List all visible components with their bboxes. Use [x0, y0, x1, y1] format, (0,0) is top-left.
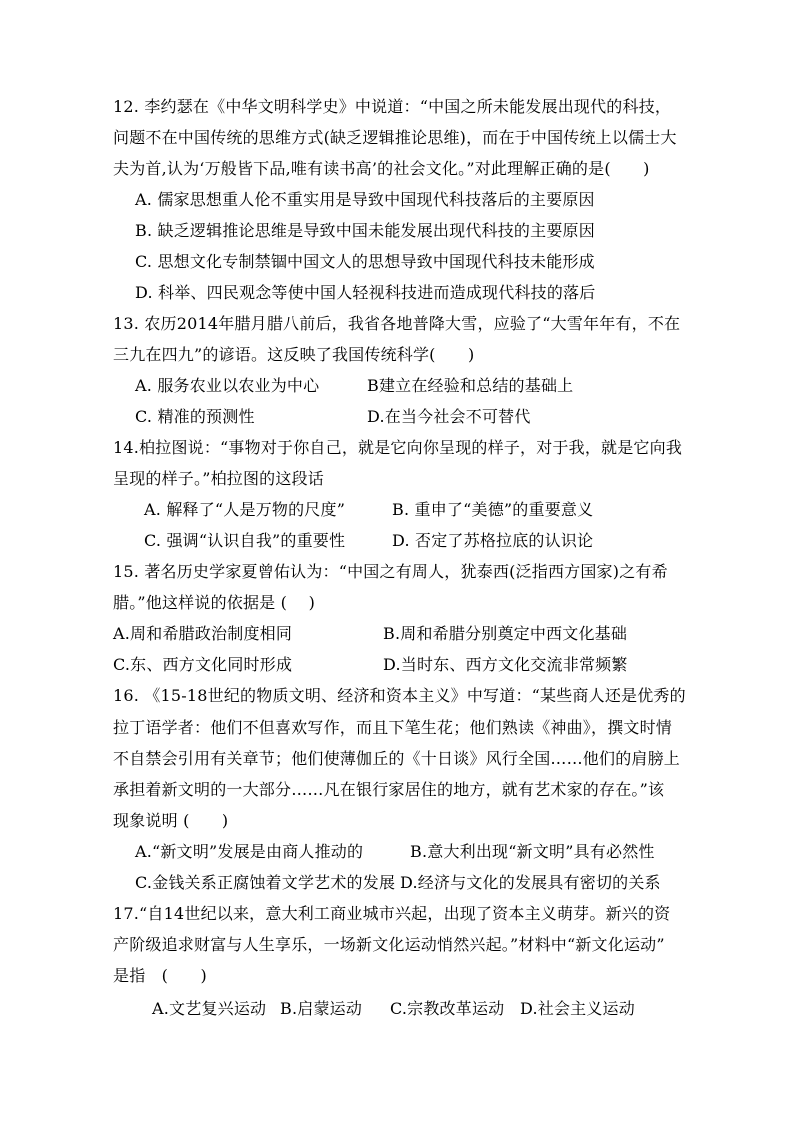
question-16-line-2: 拉丁语学者：他们不但喜欢写作，而且下笔生花；他们熟读《神曲》，撰文时情: [113, 718, 673, 737]
question-17-line-2: 产阶级追求财富与人生享乐，一场新文化运动悄然兴起。”材料中“新文化运动”: [113, 935, 665, 954]
question-13-option-c: C. 精准的预测性: [135, 407, 255, 426]
question-14-line-2: 呈现的样子。”柏拉图的这段话: [113, 469, 324, 488]
question-13-option-d: D.在当今社会不可替代: [367, 407, 531, 426]
question-15-line-1: 15. 著名历史学家夏曾佑认为：“中国之有周人，犹泰西(泛指西方国家)之有希: [113, 562, 668, 581]
question-15-option-d: D.当时东、西方文化交流非常频繁: [383, 655, 628, 674]
question-15-line-2: 腊。”他这样说的依据是 ( ): [113, 593, 316, 612]
question-13-line-1: 13. 农历2014年腊月腊八前后，我省各地普降大雪，应验了“大雪年年有，不在: [113, 314, 681, 333]
question-13-option-b: B建立在经验和总结的基础上: [367, 376, 574, 395]
question-16-line-5: 现象说明 ( ): [113, 811, 229, 830]
question-14-option-b: B. 重申了“美德”的重要意义: [392, 500, 594, 519]
question-16-line-3: 不自禁会引用有关章节；他们使薄伽丘的《十日谈》风行全国……他们的肩膀上: [113, 749, 681, 768]
question-17-option-d: D.社会主义运动: [520, 999, 635, 1018]
question-14-option-a: A. 解释了“人是万物的尺度”: [144, 500, 346, 519]
question-12-line-3: 夫为首,认为‘万般皆下品,唯有读书高’的社会文化。”对此理解正确的是( ): [113, 159, 650, 178]
question-15-option-b: B.周和希腊分别奠定中西文化基础: [383, 624, 628, 643]
question-17-line-3: 是指 ( ): [113, 966, 207, 985]
question-12-line-1: 12. 李约瑟在《中华文明科学史》中说道：“中国之所未能发展出现代的科技，: [113, 97, 672, 116]
question-17-option-b: B.启蒙运动: [280, 999, 363, 1018]
question-14-option-c: C. 强调“认识自我”的重要性: [144, 531, 346, 550]
question-13-line-2: 三九在四九”的谚语。这反映了我国传统科学( ): [113, 345, 475, 364]
question-14-option-d: D. 否定了苏格拉底的认识论: [392, 531, 594, 550]
question-16-option-b: B.意大利出现“新文明”具有必然性: [410, 842, 655, 861]
question-17-line-1: 17.“自14世纪以来，意大利工商业城市兴起，出现了资本主义萌芽。新兴的资: [113, 904, 671, 923]
question-14-line-1: 14.柏拉图说：“事物对于你自己，就是它向你呈现的样子，对于我，就是它向我: [113, 438, 683, 457]
question-12-option-d: D. 科举、四民观念等使中国人轻视科技进而造成现代科技的落后: [135, 283, 596, 302]
question-12-option-a: A. 儒家思想重人伦不重实用是导致中国现代科技落后的主要原因: [135, 190, 595, 209]
question-16-option-a: A.“新文明”发展是由商人推动的: [135, 842, 364, 861]
question-12-line-2: 问题不在中国传统的思维方式(缺乏逻辑推论思维)，而在于中国传统上以儒士大: [113, 128, 677, 147]
question-16-option-c: C.金钱关系正腐蚀着文学艺术的发展: [135, 873, 396, 892]
question-13-option-a: A. 服务农业以农业为中心: [135, 376, 320, 395]
question-12-option-b: B. 缺乏逻辑推论思维是导致中国未能发展出现代科技的主要原因: [135, 221, 595, 240]
question-12-option-c: C. 思想文化专制禁锢中国文人的思想导致中国现代科技未能形成: [135, 252, 595, 271]
question-16-line-1: 16. 《15-18世纪的物质文明、经济和资本主义》中写道：“某些商人还是优秀的: [113, 686, 686, 705]
question-17-option-a: A.文艺复兴运动: [152, 999, 267, 1018]
question-16-line-4: 承担着新文明的一大部分……凡在银行家居住的地方，就有艺术家的存在。”该: [113, 780, 665, 799]
question-15-option-a: A.周和希腊政治制度相同: [113, 624, 293, 643]
question-17-option-c: C.宗教改革运动: [390, 999, 505, 1018]
question-15-option-c: C.东、西方文化同时形成: [113, 655, 293, 674]
question-16-option-d: D.经济与文化的发展具有密切的关系: [400, 873, 661, 892]
